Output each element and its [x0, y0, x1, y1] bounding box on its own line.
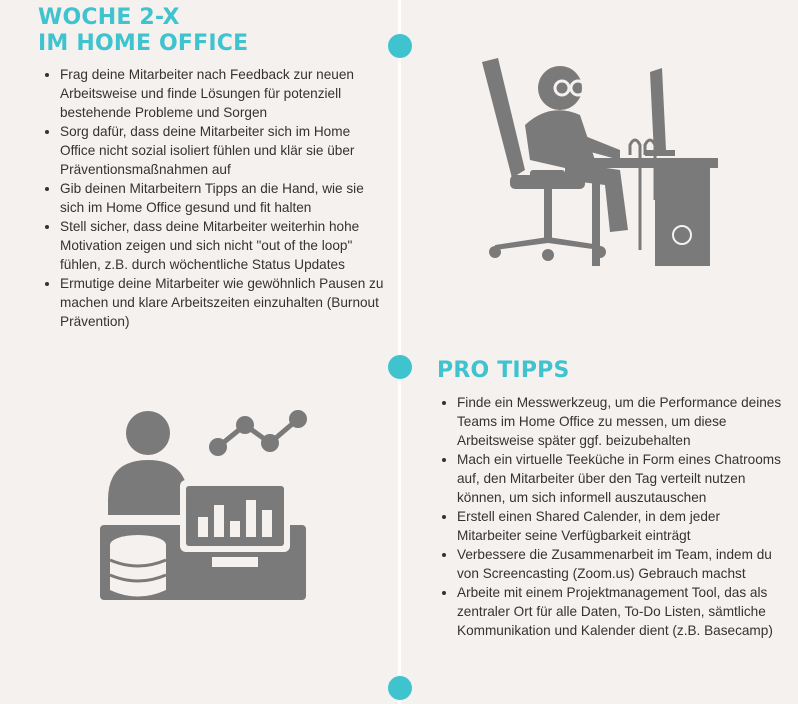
list-item: • Stell sicher, dass deine Mitarbeiter weiterhin hohe Motivation zeigen und sich nicht "out of the loop" fühlen, z.B. durch wöchentliche Status Updates: [60, 217, 385, 274]
data-analytics-icon: [100, 405, 310, 615]
list-item: • Finde ein Messwerkzeug, um die Performance deines Teams im Home Office zu messen, um diese Arbeitsweise später ggf. beizubehalten: [457, 393, 782, 450]
section1-title-line1: WOCHE 2-X: [38, 5, 180, 30]
section2-title: PRO TIPPS: [437, 358, 570, 383]
list-item: • Frag deine Mitarbeiter nach Feedback zur neuen Arbeitsweise und finde Lösungen für potenziell bestehende Probleme und Sorgen: [60, 65, 385, 122]
list-item: • Gib deinen Mitarbeitern Tipps an die Hand, wie sie sich im Home Office gesund und fit halten: [60, 179, 385, 217]
timeline-dot-1: [388, 34, 412, 58]
person-at-desk-icon: [470, 50, 730, 275]
section1-title-line2: IM HOME OFFICE: [38, 31, 249, 56]
list-item: • Mach ein virtuelle Teeküche in Form eines Chatrooms auf, den Mitarbeiter über den Tag verteilt nutzen können, um sich informell auszutauschen: [457, 450, 782, 507]
section2-list: [437, 393, 782, 640]
timeline-dot-3: [388, 676, 412, 700]
section1-title: [38, 5, 248, 57]
list-item: • Erstell einen Shared Calender, in dem jeder Mitarbeiter seine Verfügbarkeit einträgt: [457, 507, 782, 545]
timeline-line: [398, 0, 401, 704]
section1-list: [40, 65, 385, 331]
list-item: • Sorg dafür, dass deine Mitarbeiter sich im Home Office nicht sozial isoliert fühlen und klär sie über Präventionsmaßnahmen auf: [60, 122, 385, 179]
timeline-dot-2: [388, 355, 412, 379]
list-item: • Ermutige deine Mitarbeiter wie gewöhnlich Pausen zu machen und klare Arbeitszeiten einzuhalten (Burnout Prävention): [60, 274, 385, 331]
list-item: • Verbessere die Zusammenarbeit im Team, indem du von Screencasting (Zoom.us) Gebrauch machst: [457, 545, 782, 583]
list-item: • Arbeite mit einem Projektmanagement Tool, das als zentraler Ort für alle Daten, To-Do Listen, sämtliche Kommunikation und Kalender dient (z.B. Basecamp): [457, 583, 782, 640]
